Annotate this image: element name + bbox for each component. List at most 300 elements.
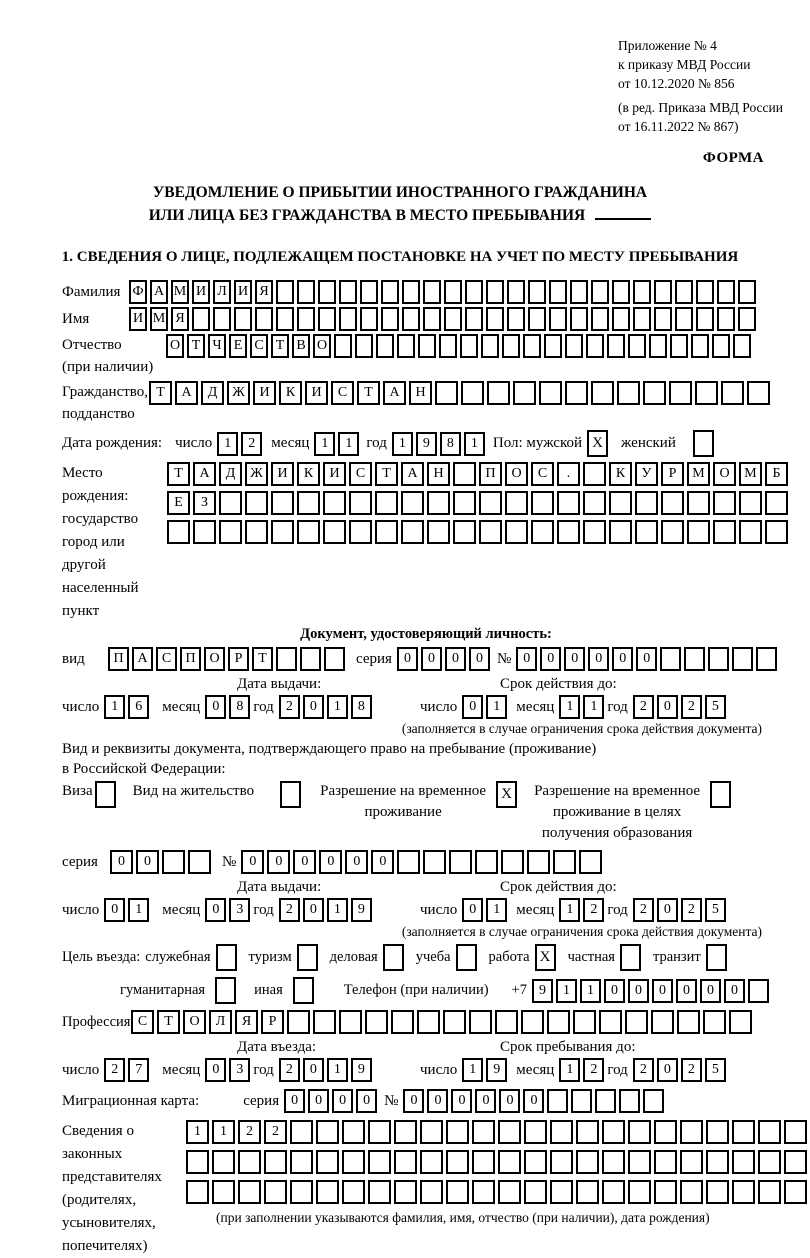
birth-place-cell[interactable]: С — [531, 462, 554, 486]
profession-cell[interactable] — [651, 1010, 674, 1034]
residence-number-cell[interactable] — [397, 850, 420, 874]
residence-issue-month-cell[interactable]: 3 — [229, 898, 250, 922]
entry-month-cell[interactable]: 3 — [229, 1058, 250, 1082]
patronymic-cell[interactable] — [670, 334, 688, 358]
patronymic-cell[interactable]: Т — [271, 334, 289, 358]
representatives-cell[interactable] — [602, 1120, 625, 1144]
birth-place-cell[interactable] — [323, 520, 346, 544]
profession-cell[interactable] — [521, 1010, 544, 1034]
surname-cell[interactable] — [696, 280, 714, 304]
surname-cell[interactable] — [381, 280, 399, 304]
representatives-cell[interactable]: 1 — [186, 1120, 209, 1144]
doc-type-cell[interactable]: С — [156, 647, 177, 671]
phone-cell[interactable] — [748, 979, 769, 1003]
representatives-cell[interactable] — [602, 1180, 625, 1204]
doc-number-cell[interactable]: 0 — [588, 647, 609, 671]
citizenship-cell[interactable]: И — [305, 381, 328, 405]
birth-place-cell[interactable]: Е — [167, 491, 190, 515]
residence-valid-day-cell[interactable]: 0 — [462, 898, 483, 922]
doc-number-cell[interactable] — [660, 647, 681, 671]
patronymic-cell[interactable] — [649, 334, 667, 358]
visa-box[interactable] — [95, 781, 116, 808]
doc-issue-year-cells[interactable] — [279, 695, 375, 719]
representatives-cells-row2[interactable] — [186, 1150, 810, 1174]
residence-valid-year-cell[interactable]: 2 — [633, 898, 654, 922]
given-name-cell[interactable] — [570, 307, 588, 331]
surname-cell[interactable] — [570, 280, 588, 304]
stay-year-cell[interactable]: 2 — [633, 1058, 654, 1082]
birth-place-cells-row2[interactable] — [167, 491, 791, 515]
patronymic-cell[interactable] — [544, 334, 562, 358]
given-name-cell[interactable] — [549, 307, 567, 331]
birth-place-cell[interactable]: П — [479, 462, 502, 486]
birth-place-cell[interactable] — [635, 520, 658, 544]
birth-place-cell[interactable]: З — [193, 491, 216, 515]
birth-place-cell[interactable] — [609, 520, 632, 544]
patronymic-cell[interactable]: В — [292, 334, 310, 358]
purpose-other-box[interactable] — [293, 977, 314, 1004]
migration-number-cell[interactable] — [595, 1089, 616, 1113]
patronymic-cells[interactable] — [166, 334, 754, 358]
representatives-cell[interactable] — [628, 1120, 651, 1144]
migration-number-cell[interactable] — [571, 1089, 592, 1113]
citizenship-cell[interactable]: С — [331, 381, 354, 405]
birth-place-cell[interactable]: О — [713, 462, 736, 486]
citizenship-cell[interactable]: Ж — [227, 381, 250, 405]
birth-place-cell[interactable] — [219, 491, 242, 515]
representatives-cell[interactable] — [576, 1180, 599, 1204]
birth-year-cell[interactable]: 9 — [416, 432, 437, 456]
purpose-official-box[interactable] — [216, 944, 237, 971]
patronymic-cell[interactable] — [502, 334, 520, 358]
given-name-cell[interactable] — [528, 307, 546, 331]
doc-type-cell[interactable]: О — [204, 647, 225, 671]
birth-place-cell[interactable] — [401, 491, 424, 515]
representatives-cell[interactable] — [550, 1180, 573, 1204]
entry-month-cells[interactable] — [205, 1058, 253, 1082]
stay-day-cell[interactable]: 9 — [486, 1058, 507, 1082]
birth-place-cell[interactable] — [661, 520, 684, 544]
surname-cell[interactable] — [591, 280, 609, 304]
given-name-cell[interactable] — [297, 307, 315, 331]
representatives-cell[interactable] — [186, 1150, 209, 1174]
given-name-cell[interactable] — [444, 307, 462, 331]
birth-place-cell[interactable]: К — [609, 462, 632, 486]
migration-number-cell[interactable]: 0 — [427, 1089, 448, 1113]
residence-permit-box[interactable] — [280, 781, 301, 808]
residence-issue-year-cells[interactable] — [279, 898, 375, 922]
surname-cell[interactable] — [507, 280, 525, 304]
edu-residence-permit-checkbox[interactable] — [710, 781, 734, 808]
migration-number-cell[interactable]: 0 — [499, 1089, 520, 1113]
profession-cell[interactable] — [625, 1010, 648, 1034]
representatives-cell[interactable] — [420, 1150, 443, 1174]
stay-day-cell[interactable]: 1 — [462, 1058, 483, 1082]
phone-cell[interactable]: 1 — [580, 979, 601, 1003]
stay-month-cells[interactable] — [559, 1058, 607, 1082]
patronymic-cell[interactable] — [733, 334, 751, 358]
representatives-cell[interactable] — [524, 1120, 547, 1144]
birth-place-cell[interactable] — [245, 491, 268, 515]
citizenship-cell[interactable] — [669, 381, 692, 405]
residence-number-cell[interactable] — [527, 850, 550, 874]
doc-number-cells[interactable] — [516, 647, 780, 671]
given-name-cell[interactable] — [276, 307, 294, 331]
sex-male-checkbox[interactable] — [587, 430, 611, 457]
citizenship-cell[interactable] — [747, 381, 770, 405]
surname-cell[interactable] — [654, 280, 672, 304]
citizenship-cell[interactable]: Т — [149, 381, 172, 405]
profession-cell[interactable] — [365, 1010, 388, 1034]
doc-series-cell[interactable]: 0 — [445, 647, 466, 671]
representatives-cell[interactable] — [394, 1150, 417, 1174]
birth-place-cell[interactable]: К — [297, 462, 320, 486]
surname-cell[interactable] — [549, 280, 567, 304]
patronymic-cell[interactable] — [481, 334, 499, 358]
residence-number-cell[interactable] — [579, 850, 602, 874]
residence-issue-year-cell[interactable]: 1 — [327, 898, 348, 922]
purpose-business-checkbox[interactable] — [383, 944, 407, 971]
purpose-tourism-checkbox[interactable] — [297, 944, 321, 971]
birth-place-cell[interactable] — [219, 520, 242, 544]
representatives-cell[interactable] — [368, 1150, 391, 1174]
given-name-cell[interactable] — [318, 307, 336, 331]
doc-number-cell[interactable] — [756, 647, 777, 671]
phone-cells[interactable] — [532, 979, 772, 1003]
stay-year-cell[interactable]: 2 — [681, 1058, 702, 1082]
doc-type-cell[interactable]: А — [132, 647, 153, 671]
temp-residence-permit-checkbox[interactable] — [496, 781, 520, 808]
given-name-cell[interactable]: И — [129, 307, 147, 331]
surname-cell[interactable] — [423, 280, 441, 304]
purpose-transit-checkbox[interactable] — [706, 944, 730, 971]
residence-number-cell[interactable] — [501, 850, 524, 874]
birth-place-cell[interactable] — [271, 491, 294, 515]
residence-issue-day-cells[interactable] — [104, 898, 152, 922]
residence-issue-year-cell[interactable]: 0 — [303, 898, 324, 922]
given-name-cell[interactable] — [612, 307, 630, 331]
birth-place-cell[interactable] — [453, 520, 476, 544]
citizenship-cell[interactable]: К — [279, 381, 302, 405]
birth-month-cell[interactable]: 1 — [314, 432, 335, 456]
birth-place-cell[interactable]: Р — [661, 462, 684, 486]
representatives-cell[interactable] — [446, 1120, 469, 1144]
given-name-cell[interactable] — [381, 307, 399, 331]
purpose-private-checkbox[interactable] — [620, 944, 644, 971]
surname-cell[interactable] — [402, 280, 420, 304]
birth-place-cell[interactable] — [297, 520, 320, 544]
surname-cell[interactable] — [675, 280, 693, 304]
surname-cell[interactable]: И — [192, 280, 210, 304]
birth-place-cell[interactable] — [271, 520, 294, 544]
given-name-cell[interactable] — [675, 307, 693, 331]
migration-number-cell[interactable]: 0 — [475, 1089, 496, 1113]
given-name-cell[interactable]: Я — [171, 307, 189, 331]
migration-series-cells[interactable] — [284, 1089, 380, 1113]
surname-cell[interactable]: А — [150, 280, 168, 304]
residence-valid-month-cells[interactable] — [559, 898, 607, 922]
doc-type-cell[interactable]: Т — [252, 647, 273, 671]
birth-place-cell[interactable] — [713, 491, 736, 515]
temp-residence-permit-box[interactable]: X — [496, 781, 517, 808]
patronymic-cell[interactable] — [712, 334, 730, 358]
patronymic-cell[interactable] — [607, 334, 625, 358]
representatives-cell[interactable] — [342, 1150, 365, 1174]
entry-day-cell[interactable]: 2 — [104, 1058, 125, 1082]
patronymic-cell[interactable] — [586, 334, 604, 358]
profession-cell[interactable] — [417, 1010, 440, 1034]
patronymic-cell[interactable] — [397, 334, 415, 358]
representatives-cell[interactable] — [706, 1150, 729, 1174]
representatives-cell[interactable] — [472, 1120, 495, 1144]
doc-type-cell[interactable] — [324, 647, 345, 671]
birth-place-cell[interactable] — [765, 520, 788, 544]
migration-series-cell[interactable]: 0 — [308, 1089, 329, 1113]
birth-place-cell[interactable] — [453, 491, 476, 515]
birth-place-cell[interactable]: М — [687, 462, 710, 486]
profession-cell[interactable] — [313, 1010, 336, 1034]
residence-number-cell[interactable]: 0 — [345, 850, 368, 874]
representatives-cell[interactable] — [316, 1180, 339, 1204]
doc-valid-month-cell[interactable]: 1 — [583, 695, 604, 719]
profession-cell[interactable] — [573, 1010, 596, 1034]
stay-month-cell[interactable]: 1 — [559, 1058, 580, 1082]
patronymic-cell[interactable]: О — [166, 334, 184, 358]
purpose-other-checkbox[interactable] — [293, 977, 317, 1004]
residence-valid-year-cell[interactable]: 2 — [681, 898, 702, 922]
surname-cell[interactable]: И — [234, 280, 252, 304]
doc-type-cell[interactable] — [300, 647, 321, 671]
residence-valid-day-cells[interactable] — [462, 898, 510, 922]
birth-place-cell[interactable]: Т — [375, 462, 398, 486]
profession-cell[interactable] — [495, 1010, 518, 1034]
doc-issue-month-cells[interactable] — [205, 695, 253, 719]
surname-cell[interactable] — [465, 280, 483, 304]
birth-place-cell[interactable] — [583, 520, 606, 544]
entry-day-cell[interactable]: 7 — [128, 1058, 149, 1082]
birth-place-cell[interactable] — [349, 520, 372, 544]
doc-valid-month-cells[interactable] — [559, 695, 607, 719]
birth-place-cell[interactable] — [505, 520, 528, 544]
representatives-cell[interactable] — [732, 1120, 755, 1144]
representatives-cell[interactable] — [316, 1120, 339, 1144]
representatives-cell[interactable] — [342, 1180, 365, 1204]
surname-cell[interactable] — [486, 280, 504, 304]
representatives-cell[interactable] — [576, 1120, 599, 1144]
profession-cell[interactable] — [339, 1010, 362, 1034]
migration-series-cell[interactable]: 0 — [356, 1089, 377, 1113]
representatives-cell[interactable] — [550, 1150, 573, 1174]
representatives-cell[interactable] — [316, 1150, 339, 1174]
citizenship-cell[interactable] — [643, 381, 666, 405]
surname-cell[interactable] — [339, 280, 357, 304]
representatives-cell[interactable] — [212, 1180, 235, 1204]
profession-cell[interactable] — [443, 1010, 466, 1034]
doc-number-cell[interactable]: 0 — [564, 647, 585, 671]
given-name-cell[interactable] — [234, 307, 252, 331]
birth-day-cell[interactable]: 1 — [217, 432, 238, 456]
birth-place-cells-row1[interactable] — [167, 462, 791, 486]
phone-cell[interactable]: 1 — [556, 979, 577, 1003]
birth-place-cell[interactable]: И — [323, 462, 346, 486]
surname-cell[interactable] — [318, 280, 336, 304]
birth-place-cell[interactable] — [323, 491, 346, 515]
residence-issue-day-cell[interactable]: 1 — [128, 898, 149, 922]
stay-year-cell[interactable]: 0 — [657, 1058, 678, 1082]
representatives-cell[interactable] — [342, 1120, 365, 1144]
phone-cell[interactable]: 0 — [676, 979, 697, 1003]
representatives-cell[interactable] — [290, 1120, 313, 1144]
residence-number-cell[interactable]: 0 — [241, 850, 264, 874]
migration-series-cell[interactable]: 0 — [284, 1089, 305, 1113]
patronymic-cell[interactable] — [565, 334, 583, 358]
representatives-cell[interactable] — [498, 1120, 521, 1144]
surname-cell[interactable] — [738, 280, 756, 304]
doc-issue-year-cell[interactable]: 0 — [303, 695, 324, 719]
birth-place-cell[interactable] — [479, 491, 502, 515]
representatives-cell[interactable] — [524, 1150, 547, 1174]
birth-place-cell[interactable] — [479, 520, 502, 544]
birth-place-cell[interactable] — [349, 491, 372, 515]
surname-cells[interactable] — [129, 280, 759, 304]
surname-cell[interactable]: Я — [255, 280, 273, 304]
residence-issue-month-cell[interactable]: 0 — [205, 898, 226, 922]
representatives-cells-row1[interactable] — [186, 1120, 810, 1144]
representatives-cell[interactable] — [446, 1150, 469, 1174]
residence-number-cell[interactable] — [553, 850, 576, 874]
residence-series-cells[interactable] — [110, 850, 214, 874]
doc-number-cell[interactable]: 0 — [540, 647, 561, 671]
representatives-cell[interactable] — [758, 1180, 781, 1204]
birth-year-cell[interactable]: 1 — [464, 432, 485, 456]
entry-day-cells[interactable] — [104, 1058, 152, 1082]
patronymic-cell[interactable] — [628, 334, 646, 358]
doc-type-cell[interactable]: П — [180, 647, 201, 671]
migration-number-cell[interactable]: 0 — [403, 1089, 424, 1113]
doc-issue-day-cells[interactable] — [104, 695, 152, 719]
given-name-cell[interactable]: М — [150, 307, 168, 331]
given-name-cell[interactable] — [423, 307, 441, 331]
entry-year-cell[interactable]: 0 — [303, 1058, 324, 1082]
citizenship-cell[interactable] — [539, 381, 562, 405]
representatives-cell[interactable] — [654, 1120, 677, 1144]
representatives-cell[interactable] — [420, 1120, 443, 1144]
citizenship-cells[interactable] — [149, 381, 773, 405]
surname-cell[interactable] — [360, 280, 378, 304]
profession-cells[interactable] — [131, 1010, 755, 1034]
residence-permit-checkbox[interactable] — [280, 781, 304, 808]
birth-place-cell[interactable] — [401, 520, 424, 544]
profession-cell[interactable]: Л — [209, 1010, 232, 1034]
entry-month-cell[interactable]: 0 — [205, 1058, 226, 1082]
birth-place-cell[interactable] — [427, 491, 450, 515]
representatives-cell[interactable] — [238, 1180, 261, 1204]
birth-place-cell[interactable] — [245, 520, 268, 544]
phone-cell[interactable]: 0 — [700, 979, 721, 1003]
representatives-cell[interactable] — [498, 1180, 521, 1204]
birth-place-cell[interactable] — [661, 491, 684, 515]
birth-place-cell[interactable] — [687, 491, 710, 515]
profession-cell[interactable]: Я — [235, 1010, 258, 1034]
profession-cell[interactable]: Р — [261, 1010, 284, 1034]
citizenship-cell[interactable]: Т — [357, 381, 380, 405]
representatives-cell[interactable] — [732, 1150, 755, 1174]
birth-place-cell[interactable]: Ж — [245, 462, 268, 486]
doc-type-cell[interactable]: П — [108, 647, 129, 671]
citizenship-cell[interactable]: Н — [409, 381, 432, 405]
citizenship-cell[interactable]: Д — [201, 381, 224, 405]
representatives-cell[interactable] — [290, 1150, 313, 1174]
representatives-cell[interactable] — [472, 1180, 495, 1204]
citizenship-cell[interactable] — [461, 381, 484, 405]
residence-issue-day-cell[interactable]: 0 — [104, 898, 125, 922]
surname-cell[interactable] — [276, 280, 294, 304]
birth-place-cell[interactable] — [739, 520, 762, 544]
phone-cell[interactable]: 0 — [724, 979, 745, 1003]
citizenship-cell[interactable] — [435, 381, 458, 405]
representatives-cell[interactable] — [576, 1150, 599, 1174]
purpose-private-box[interactable] — [620, 944, 641, 971]
given-name-cell[interactable] — [507, 307, 525, 331]
sex-male-box[interactable]: X — [587, 430, 608, 457]
entry-year-cell[interactable]: 9 — [351, 1058, 372, 1082]
patronymic-cell[interactable] — [460, 334, 478, 358]
birth-place-cell[interactable]: А — [401, 462, 424, 486]
residence-number-cell[interactable] — [423, 850, 446, 874]
residence-number-cell[interactable]: 0 — [371, 850, 394, 874]
doc-type-cell[interactable] — [276, 647, 297, 671]
representatives-cell[interactable] — [290, 1180, 313, 1204]
birth-place-cells-row3[interactable] — [167, 520, 791, 544]
doc-valid-year-cell[interactable]: 2 — [633, 695, 654, 719]
given-name-cell[interactable] — [717, 307, 735, 331]
citizenship-cell[interactable] — [591, 381, 614, 405]
birth-place-cell[interactable]: Н — [427, 462, 450, 486]
doc-valid-month-cell[interactable]: 1 — [559, 695, 580, 719]
migration-series-cell[interactable]: 0 — [332, 1089, 353, 1113]
birth-month-cells[interactable] — [314, 432, 362, 456]
doc-number-cell[interactable]: 0 — [516, 647, 537, 671]
given-name-cell[interactable] — [738, 307, 756, 331]
purpose-study-box[interactable] — [456, 944, 477, 971]
representatives-cell[interactable] — [238, 1150, 261, 1174]
representatives-cell[interactable] — [264, 1180, 287, 1204]
birth-place-cell[interactable] — [687, 520, 710, 544]
patronymic-cell[interactable]: Е — [229, 334, 247, 358]
birth-place-cell[interactable] — [557, 520, 580, 544]
representatives-cell[interactable] — [784, 1120, 807, 1144]
doc-valid-year-cell[interactable]: 5 — [705, 695, 726, 719]
residence-issue-month-cells[interactable] — [205, 898, 253, 922]
representatives-cell[interactable]: 1 — [212, 1120, 235, 1144]
representatives-cell[interactable] — [264, 1150, 287, 1174]
representatives-cell[interactable] — [550, 1120, 573, 1144]
profession-cell[interactable]: С — [131, 1010, 154, 1034]
profession-cell[interactable] — [287, 1010, 310, 1034]
patronymic-cell[interactable] — [439, 334, 457, 358]
birth-place-cell[interactable] — [583, 462, 606, 486]
birth-place-cell[interactable] — [713, 520, 736, 544]
surname-cell[interactable]: Л — [213, 280, 231, 304]
representatives-cell[interactable] — [628, 1180, 651, 1204]
representatives-cell[interactable] — [628, 1150, 651, 1174]
residence-valid-month-cell[interactable]: 2 — [583, 898, 604, 922]
surname-cell[interactable] — [297, 280, 315, 304]
representatives-cell[interactable] — [368, 1180, 391, 1204]
birth-place-cell[interactable]: . — [557, 462, 580, 486]
representatives-cell[interactable] — [680, 1180, 703, 1204]
given-name-cell[interactable] — [360, 307, 378, 331]
